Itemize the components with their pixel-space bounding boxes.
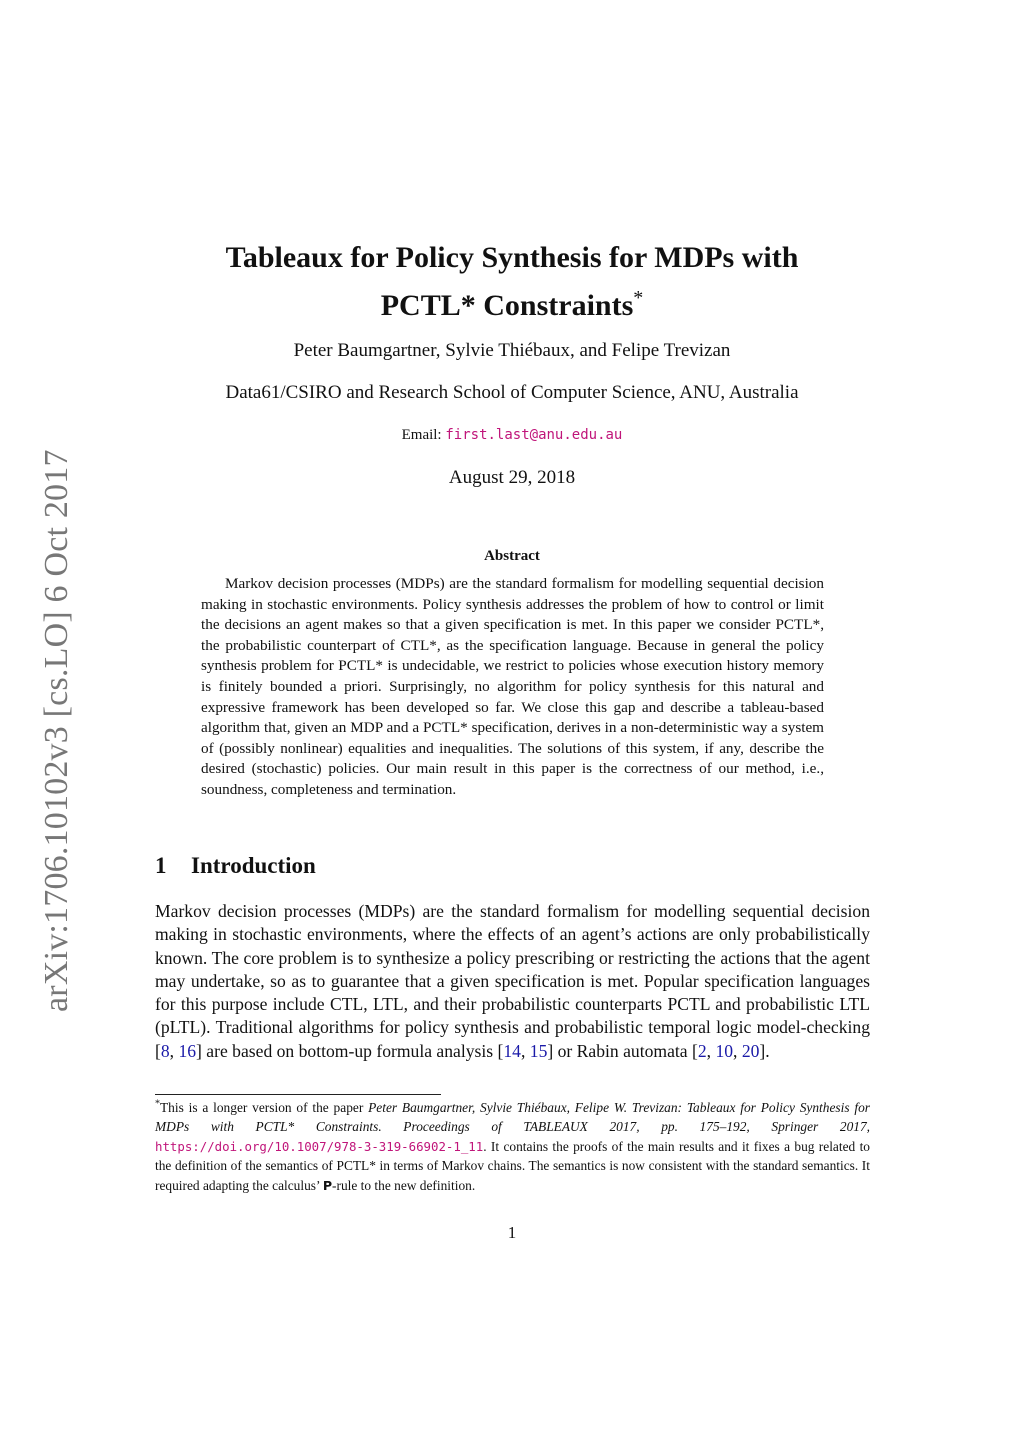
intro-text: ] or Rabin automata [: [547, 1040, 698, 1061]
email-label: Email:: [401, 427, 442, 443]
title-block: [0, 238, 1024, 326]
introduction-paragraph: [155, 900, 870, 1063]
intro-text: ] are based on bottom-up formula analysis [: [196, 1040, 504, 1061]
intro-text: ].: [759, 1040, 770, 1061]
footnote-text: -rule to the new definition.: [332, 1177, 476, 1193]
title-line-1: Tableaux for Policy Synthesis for MDPs with: [225, 241, 799, 274]
footnote-divider: [155, 1094, 441, 1095]
citation-link[interactable]: 8: [160, 1040, 170, 1061]
doi-link[interactable]: https://doi.org/10.1007/978-3-319-66902-1_11: [155, 1138, 484, 1154]
citation-link[interactable]: 16: [178, 1040, 197, 1061]
rule-name: P: [322, 1177, 333, 1193]
citation-link[interactable]: 10: [715, 1040, 734, 1061]
author-list: Peter Baumgartner, Sylvie Thiébaux, and Felipe Trevizan: [293, 340, 731, 361]
paper-date: August 29, 2018: [448, 467, 576, 488]
footnote-marker: *: [155, 1098, 160, 1110]
citation-link[interactable]: 15: [529, 1040, 548, 1061]
footnote-text: This is a longer version of the paper: [160, 1100, 369, 1115]
footnote-text: . It contains the proofs of the main results and it fixes a bug related to the definition of the semantics of PCTL* in terms of Markov chains. The semantics is now consistent with the standard semantics. It required adapting the calculus’: [155, 1138, 870, 1193]
email-line: [0, 427, 1024, 444]
intro-text: Markov decision processes (MDPs) are the standard formalism for modelling sequential decision making in stochastic environments, where the effects of an agent’s actions are only probabilistically known. The core problem is to synthesize a policy prescribing or restricting the actions that the agent may undertake, so as to guarantee that a given specification is met. Popular specification languages for this purpose include CTL, LTL, and their probabilistic counterparts PCTL and probabilistic LTL (pLTL). Traditional algorithms for policy synthesis and probabilistic temporal logic model-checking [: [155, 901, 870, 1061]
citation-link[interactable]: 2: [697, 1040, 707, 1061]
footnote-citation: Peter Baumgartner, Sylvie Thiébaux, Felipe W. Trevizan: Tableaux for Policy Synthesis for MDPs with PCTL* Constraints. Proceedings of TABLEAUX 2017, pp. 175–192, Springer 2017,: [155, 1100, 870, 1135]
arxiv-identifier-stamp: arXiv:1706.10102v3 [cs.LO] 6 Oct 2017: [38, 449, 75, 1012]
abstract-text: [201, 574, 824, 801]
section-number: 1: [155, 853, 167, 878]
affiliation: Data61/CSIRO and Research School of Computer Science, ANU, Australia: [225, 382, 799, 403]
section-heading-introduction: [155, 853, 316, 879]
paper-title: [0, 238, 1024, 326]
page-number: 1: [507, 1223, 517, 1242]
citation-separator: ,: [169, 1040, 179, 1061]
citation-separator: ,: [706, 1040, 716, 1061]
section-title: Introduction: [191, 853, 316, 878]
title-line-2: PCTL* Constraints: [380, 289, 634, 322]
title-footnote-marker[interactable]: *: [633, 287, 644, 309]
citation-separator: ,: [733, 1040, 742, 1061]
citation-link[interactable]: 20: [741, 1040, 760, 1061]
citation-separator: ,: [520, 1040, 530, 1061]
footnote: [155, 1098, 870, 1195]
abstract-heading: Abstract: [484, 548, 540, 564]
citation-link[interactable]: 14: [503, 1040, 521, 1061]
abstract-body: Markov decision processes (MDPs) are the standard formalism for modelling sequential decision making in stochastic environments. Policy synthesis addresses the problem of how to control or limit the decisions an agent makes so that a given specification is met. In this paper we consider PCTL*, the probabilistic counterpart of CTL*, as the specification language. Because in general the policy synthesis problem for PCTL* is undecidable, we restrict to policies whose execution history memory is finitely bounded a priori. Surprisingly, no algorithm for policy synthesis for this natural and expressive framework has been developed so far. We close this gap and describe a tableau-based algorithm that, given an MDP and a PCTL* specification, derives in a non-deterministic way a system of (possibly nonlinear) equalities and inequalities. The solutions of this system, if any, describe the desired (stochastic) policies. Our main result in this paper is the correctness of our method, i.e., soundness, completeness and termination.: [201, 575, 824, 798]
email-link[interactable]: first.last@anu.edu.au: [445, 427, 623, 443]
